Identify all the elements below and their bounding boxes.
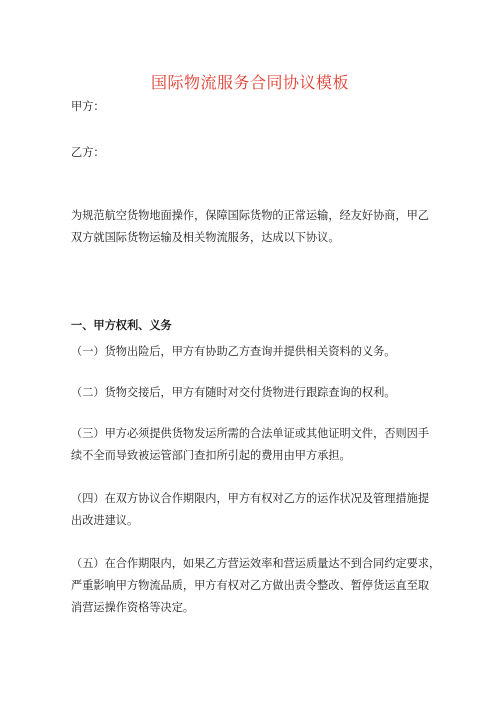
clause-5 bbox=[71, 553, 445, 619]
clause-2 bbox=[71, 382, 445, 404]
clause-4 bbox=[71, 488, 445, 532]
clause-3 bbox=[71, 423, 445, 467]
intro-paragraph bbox=[71, 205, 445, 249]
clause-line: 出改进建议。 bbox=[71, 514, 139, 527]
section-heading: 一、甲方权利、义务 bbox=[71, 319, 172, 332]
clause-line: （五）在合作期限内，如果乙方营运效率和营运质量达不到合同约定要求， bbox=[71, 557, 441, 570]
clause-line: （三）甲方必须提供货物发运所需的合法单证或其他证明文件，否则因手 bbox=[71, 427, 430, 440]
clause-line: 严重影响甲方物流品质，甲方有权对乙方做出责令整改、暂停货运直至取 bbox=[71, 579, 430, 592]
intro-line: 双方就国际货物运输及相关物流服务，达成以下协议。 bbox=[71, 231, 340, 244]
intro-line: 为规范航空货物地面操作，保障国际货物的正常运输，经友好协商，甲乙 bbox=[71, 209, 430, 222]
clause-line: 消营运操作资格等决定。 bbox=[71, 601, 195, 614]
clause-line: （二）货物交接后，甲方有随时对交付货物进行跟踪查询的权利。 bbox=[71, 386, 396, 399]
clause-1 bbox=[71, 341, 445, 363]
document-title: 国际物流服务合同协议模板 bbox=[150, 73, 349, 92]
clause-line: （一）货物出险后，甲方有协助乙方查询并提供相关资料的义务。 bbox=[71, 345, 396, 358]
clause-line: 续不全而导致被运管部门查扣所引起的费用由甲方承担。 bbox=[71, 449, 351, 462]
party-b-label: 乙方： bbox=[71, 146, 105, 159]
clause-line: （四）在双方协议合作期限内，甲方有权对乙方的运作状况及管理措施提 bbox=[71, 492, 430, 505]
party-a-label: 甲方： bbox=[71, 100, 105, 113]
